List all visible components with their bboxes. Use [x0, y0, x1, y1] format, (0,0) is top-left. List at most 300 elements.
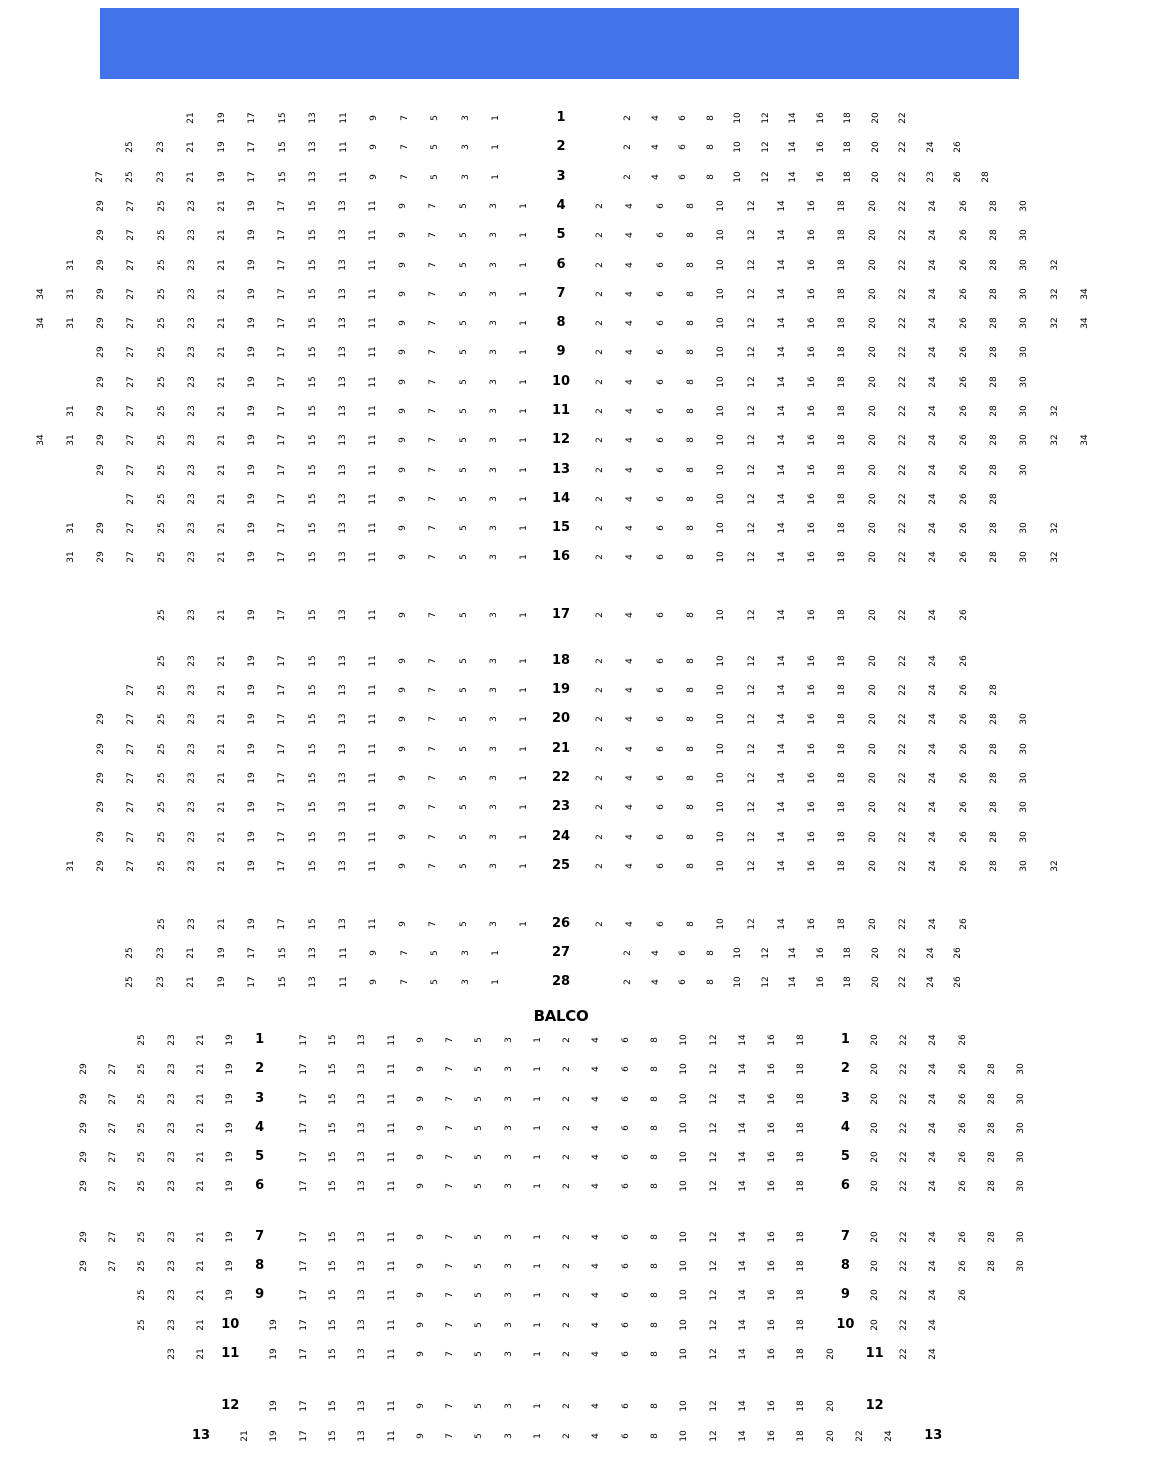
seat-number: 29: [96, 288, 107, 300]
seat-number: 24: [928, 743, 939, 755]
seat-number: 19: [247, 801, 258, 813]
seat-number: 30: [1016, 1063, 1027, 1075]
seat-number: 25: [125, 171, 135, 183]
seat-number: 31: [66, 317, 76, 329]
seat-number: 15: [327, 1151, 338, 1163]
seat-number: 1: [519, 716, 529, 722]
seat-number: 26: [958, 655, 969, 667]
seat-number: 3: [488, 408, 499, 414]
seat-number: 4: [591, 1263, 602, 1269]
seat-number: 20: [867, 229, 878, 241]
seat-number: 6: [655, 349, 666, 355]
seat-number: 5: [430, 174, 440, 180]
seat-number: 28: [988, 200, 999, 212]
seat-number: 26: [957, 1093, 968, 1105]
seat-number: 5: [458, 658, 469, 664]
seat-number: 8: [649, 1125, 660, 1131]
seat-number: 21: [217, 918, 227, 930]
seat-number: 5: [474, 1351, 485, 1357]
seat-number: 5: [458, 746, 469, 752]
seat-number: 26: [958, 346, 969, 358]
seat-number: 21: [217, 655, 227, 667]
seat-number: 26: [958, 288, 969, 300]
seat-number: 23: [186, 376, 197, 388]
seat-number: 9: [369, 144, 379, 150]
seat-number: 24: [928, 1122, 939, 1134]
seat-number: 17: [298, 1180, 309, 1192]
seat-number: 17: [277, 684, 288, 696]
seat-number: 13: [337, 346, 348, 358]
seat-number: 2: [595, 408, 605, 414]
seat-number: 26: [957, 1289, 968, 1301]
seat-number: 27: [126, 317, 137, 329]
seat-number: 26: [953, 947, 963, 959]
seat-number: 14: [776, 259, 787, 271]
seat-number: 21: [217, 860, 227, 872]
row-label: 6: [556, 257, 566, 273]
seat-number: 6: [678, 174, 688, 180]
seat-number: 17: [277, 918, 288, 930]
seat-number: 9: [398, 232, 409, 238]
seat-number: 1: [491, 950, 501, 956]
seat-number: 18: [796, 1063, 807, 1075]
seat-number: 4: [591, 1154, 602, 1160]
seat-number: 11: [338, 171, 349, 183]
seat-number: 8: [649, 1403, 660, 1409]
seat-number: 12: [708, 1093, 719, 1105]
seat-number: 11: [386, 1093, 397, 1105]
row-label-right: 7: [840, 1229, 850, 1245]
seat-number: 11: [368, 464, 378, 476]
seat-number: 3: [488, 834, 499, 840]
seat-number: 2: [562, 1351, 572, 1357]
seat-number: 7: [428, 658, 439, 664]
seat-number: 15: [307, 684, 318, 696]
seat-number: 32: [1049, 259, 1060, 271]
seat-number: 6: [655, 232, 666, 238]
seat-number: 21: [217, 229, 227, 241]
seat-number: 23: [186, 772, 197, 784]
seat-number: 25: [156, 317, 167, 329]
seat-number: 15: [307, 831, 318, 843]
seat-number: 11: [338, 141, 349, 153]
seat-number: 22: [898, 551, 908, 563]
seat-number: 14: [737, 1319, 748, 1331]
seat-number: 2: [595, 716, 605, 722]
seat-number: 1: [519, 834, 529, 840]
seat-number: 22: [898, 112, 908, 124]
seat-number: 22: [898, 522, 908, 534]
seat-number: 26: [958, 259, 969, 271]
seat-number: 9: [398, 554, 409, 560]
seat-number: 23: [166, 1122, 177, 1134]
seat-number: 5: [458, 804, 469, 810]
seat-number: 26: [958, 551, 969, 563]
seat-number: 9: [398, 746, 409, 752]
seat-number: 14: [776, 229, 787, 241]
seat-number: 23: [166, 1034, 177, 1046]
seat-number: 22: [898, 317, 908, 329]
seat-number: 20: [867, 346, 878, 358]
seat-number: 10: [733, 976, 743, 988]
seat-number: 4: [591, 1433, 602, 1439]
seat-number: 13: [337, 551, 348, 563]
seat-number: 27: [126, 831, 137, 843]
seat-number: 24: [928, 200, 939, 212]
seat-number: 1: [519, 863, 529, 869]
seat-number: 34: [1079, 288, 1090, 300]
seat-number: 11: [368, 918, 378, 930]
seat-number: 21: [217, 609, 227, 621]
seat-number: 32: [1049, 860, 1060, 872]
seat-number: 5: [458, 554, 469, 560]
seat-number: 27: [126, 376, 137, 388]
seat-number: 6: [620, 1154, 631, 1160]
seat-number: 9: [398, 262, 409, 268]
seat-number: 13: [357, 1063, 368, 1075]
seat-number: 22: [899, 1151, 909, 1163]
seat-number: 21: [186, 141, 196, 153]
seat-number: 2: [562, 1154, 572, 1160]
seat-number: 12: [708, 1348, 719, 1360]
seat-number: 27: [126, 801, 137, 813]
seat-number: 4: [650, 174, 661, 180]
seat-number: 17: [277, 346, 288, 358]
seat-number: 19: [225, 1093, 236, 1105]
seat-number: 15: [327, 1430, 338, 1442]
seat-number: 19: [247, 229, 258, 241]
seat-number: 29: [78, 1093, 89, 1105]
seat-number: 30: [1019, 860, 1030, 872]
seat-number: 7: [428, 291, 439, 297]
seat-number: 11: [386, 1260, 397, 1272]
seat-number: 24: [925, 947, 936, 959]
seat-number: 28: [988, 405, 999, 417]
seat-number: 15: [327, 1180, 338, 1192]
seat-number: 5: [458, 467, 469, 473]
seat-number: 24: [928, 376, 939, 388]
seat-number: 23: [925, 171, 936, 183]
seat-number: 10: [716, 346, 727, 358]
seat-number: 18: [837, 259, 848, 271]
seat-number: 9: [398, 379, 409, 385]
seat-number: 13: [308, 976, 318, 988]
seat-number: 31: [66, 288, 76, 300]
seat-number: 24: [928, 464, 939, 476]
seat-number: 12: [746, 464, 757, 476]
seat-number: 10: [679, 1093, 690, 1105]
seat-number: 18: [837, 229, 848, 241]
seat-number: 26: [957, 1231, 968, 1243]
seat-number: 14: [776, 551, 787, 563]
seat-number: 25: [156, 684, 167, 696]
seat-number: 20: [869, 1231, 880, 1243]
seat-number: 15: [327, 1122, 338, 1134]
seat-number: 23: [186, 609, 197, 621]
seat-number: 10: [716, 551, 727, 563]
seat-number: 5: [474, 1096, 485, 1102]
seat-number: 11: [368, 405, 378, 417]
seat-number: 20: [869, 1180, 880, 1192]
seat-number: 2: [595, 291, 605, 297]
seat-number: 9: [398, 716, 409, 722]
seat-number: 1: [519, 687, 529, 693]
seat-number: 3: [488, 746, 499, 752]
seat-number: 15: [327, 1034, 338, 1046]
seat-number: 21: [217, 288, 227, 300]
seat-number: 9: [415, 1037, 426, 1043]
seat-number: 12: [708, 1400, 719, 1412]
seat-number: 3: [488, 262, 499, 268]
seat-number: 21: [196, 1260, 206, 1272]
seat-number: 18: [837, 684, 848, 696]
seat-number: 4: [625, 804, 636, 810]
seat-number: 22: [898, 171, 908, 183]
seat-number: 10: [716, 743, 727, 755]
seat-number: 10: [679, 1151, 690, 1163]
seat-number: 16: [807, 346, 818, 358]
seat-number: 4: [625, 496, 636, 502]
seat-number: 11: [368, 317, 378, 329]
seat-number: 24: [928, 1348, 939, 1360]
row-label: 16: [551, 549, 571, 565]
seat-number: 6: [655, 525, 666, 531]
seat-number: 6: [678, 115, 688, 121]
seat-number: 19: [216, 141, 227, 153]
seat-number: 23: [166, 1289, 177, 1301]
seat-number: 22: [898, 713, 908, 725]
seat-number: 29: [96, 317, 107, 329]
seat-number: 11: [338, 947, 349, 959]
seat-number: 7: [428, 804, 439, 810]
seat-number: 6: [678, 144, 688, 150]
seat-number: 23: [166, 1093, 177, 1105]
seat-number: 22: [898, 609, 908, 621]
seat-number: 17: [277, 801, 288, 813]
seat-number: 15: [307, 288, 318, 300]
seat-number: 7: [428, 687, 439, 693]
seat-number: 8: [705, 115, 716, 121]
row-label: 13: [551, 462, 571, 478]
seat-number: 1: [491, 174, 501, 180]
seat-number: 6: [620, 1351, 631, 1357]
seat-number: 29: [96, 772, 107, 784]
seat-number: 9: [415, 1096, 426, 1102]
seat-number: 11: [368, 860, 378, 872]
seat-number: 29: [96, 405, 107, 417]
seat-number: 20: [867, 713, 878, 725]
seat-number: 19: [247, 609, 258, 621]
seat-number: 7: [428, 408, 439, 414]
seat-number: 25: [156, 346, 167, 358]
seat-number: 12: [708, 1319, 719, 1331]
seat-number: 18: [796, 1400, 807, 1412]
seat-number: 24: [928, 684, 939, 696]
seat-number: 25: [156, 713, 167, 725]
seat-number: 29: [96, 713, 107, 725]
seat-number: 6: [655, 804, 666, 810]
seat-number: 6: [620, 1263, 631, 1269]
seat-number: 16: [807, 743, 818, 755]
seat-number: 4: [625, 863, 636, 869]
seat-number: 14: [776, 609, 787, 621]
seat-number: 9: [398, 525, 409, 531]
seat-number: 8: [649, 1351, 660, 1357]
row-label-left: 7: [255, 1229, 265, 1245]
seat-number: 28: [988, 317, 999, 329]
seat-number: 24: [928, 259, 939, 271]
row-label: 9: [556, 344, 566, 360]
seat-number: 26: [958, 317, 969, 329]
seat-number: 23: [166, 1151, 177, 1163]
seat-number: 17: [277, 860, 288, 872]
seat-number: 11: [368, 346, 378, 358]
seat-number: 22: [899, 1348, 909, 1360]
seat-number: 19: [269, 1400, 280, 1412]
seat-number: 7: [445, 1292, 456, 1298]
seat-number: 30: [1019, 551, 1030, 563]
seat-number: 24: [925, 141, 936, 153]
seat-number: 30: [1016, 1260, 1027, 1272]
seat-number: 25: [125, 947, 135, 959]
seat-number: 19: [225, 1151, 236, 1163]
seat-number: 11: [368, 551, 378, 563]
seat-number: 29: [96, 259, 107, 271]
seat-number: 19: [247, 551, 258, 563]
row-label: 21: [551, 741, 571, 757]
seat-number: 6: [620, 1433, 631, 1439]
seat-number: 2: [623, 979, 633, 985]
seat-number: 30: [1016, 1122, 1027, 1134]
seat-number: 4: [625, 554, 636, 560]
seat-number: 12: [708, 1430, 719, 1442]
seat-number: 25: [156, 464, 167, 476]
seat-number: 23: [186, 200, 197, 212]
seat-number: 12: [746, 655, 757, 667]
seat-number: 6: [620, 1125, 631, 1131]
seat-number: 8: [685, 658, 696, 664]
seat-number: 10: [716, 772, 727, 784]
seat-number: 8: [685, 863, 696, 869]
seat-number: 28: [988, 522, 999, 534]
row-label-left: 8: [255, 1258, 265, 1274]
seat-number: 18: [796, 1122, 807, 1134]
seat-number: 17: [298, 1063, 309, 1075]
seat-number: 27: [126, 434, 137, 446]
seat-number: 5: [458, 349, 469, 355]
seat-number: 16: [767, 1231, 778, 1243]
seat-number: 26: [958, 376, 969, 388]
seat-number: 2: [595, 687, 605, 693]
seat-number: 6: [655, 496, 666, 502]
row-label-left: 10: [221, 1317, 240, 1333]
seat-number: 17: [277, 522, 288, 534]
seat-number: 21: [217, 831, 227, 843]
seat-number: 8: [685, 554, 696, 560]
seat-number: 9: [398, 658, 409, 664]
seat-number: 13: [337, 918, 348, 930]
seat-number: 5: [474, 1037, 485, 1043]
seat-number: 19: [247, 317, 258, 329]
seat-number: 27: [126, 772, 137, 784]
seat-number: 26: [958, 464, 969, 476]
seat-number: 5: [458, 408, 469, 414]
seat-number: 3: [488, 863, 499, 869]
seat-number: 5: [458, 320, 469, 326]
row-label-right: 3: [840, 1091, 850, 1107]
seat-number: 27: [126, 288, 137, 300]
seat-number: 18: [796, 1231, 807, 1243]
seat-number: 8: [649, 1322, 660, 1328]
seat-number: 3: [488, 349, 499, 355]
seat-number: 11: [368, 522, 378, 534]
seat-number: 18: [843, 947, 853, 959]
seat-number: 10: [716, 713, 727, 725]
seat-number: 14: [776, 493, 787, 505]
seat-number: 24: [925, 976, 936, 988]
seat-number: 27: [126, 346, 137, 358]
seat-number: 15: [307, 609, 318, 621]
seat-number: 2: [562, 1125, 572, 1131]
seat-number: 16: [815, 976, 826, 988]
seat-number: 2: [595, 525, 605, 531]
seat-number: 27: [126, 713, 137, 725]
seat-number: 12: [760, 947, 771, 959]
seat-number: 25: [156, 801, 167, 813]
seat-number: 16: [807, 405, 818, 417]
seat-number: 9: [398, 687, 409, 693]
seat-number: 2: [623, 950, 633, 956]
seat-number: 12: [760, 112, 771, 124]
row-label: 11: [551, 403, 571, 419]
row-label-left: 4: [255, 1120, 265, 1136]
seat-number: 27: [126, 684, 137, 696]
seat-number: 6: [655, 554, 666, 560]
seat-number: 13: [337, 609, 348, 621]
seat-number: 18: [837, 405, 848, 417]
seat-number: 2: [562, 1403, 572, 1409]
seat-number: 26: [958, 200, 969, 212]
seat-number: 5: [430, 979, 440, 985]
seat-number: 17: [298, 1348, 309, 1360]
seat-number: 17: [247, 171, 257, 183]
seat-number: 13: [337, 655, 348, 667]
seat-number: 25: [137, 1063, 148, 1075]
seat-number: 20: [825, 1348, 836, 1360]
seat-number: 27: [126, 860, 137, 872]
seat-number: 11: [368, 229, 378, 241]
seat-number: 25: [156, 200, 167, 212]
seat-number: 22: [898, 259, 908, 271]
seat-number: 16: [815, 141, 826, 153]
seat-number: 12: [746, 609, 757, 621]
seat-number: 20: [867, 405, 878, 417]
seat-number: 6: [655, 379, 666, 385]
seat-number: 8: [685, 320, 696, 326]
seat-number: 15: [307, 860, 318, 872]
seat-number: 4: [625, 834, 636, 840]
seat-number: 19: [247, 772, 258, 784]
seat-number: 11: [368, 772, 378, 784]
seat-number: 21: [186, 976, 196, 988]
seat-number: 22: [898, 801, 908, 813]
seat-number: 18: [837, 288, 848, 300]
seat-number: 7: [428, 437, 439, 443]
seat-number: 18: [837, 772, 848, 784]
seat-number: 15: [327, 1348, 338, 1360]
seat-number: 3: [460, 174, 471, 180]
seat-number: 9: [398, 203, 409, 209]
